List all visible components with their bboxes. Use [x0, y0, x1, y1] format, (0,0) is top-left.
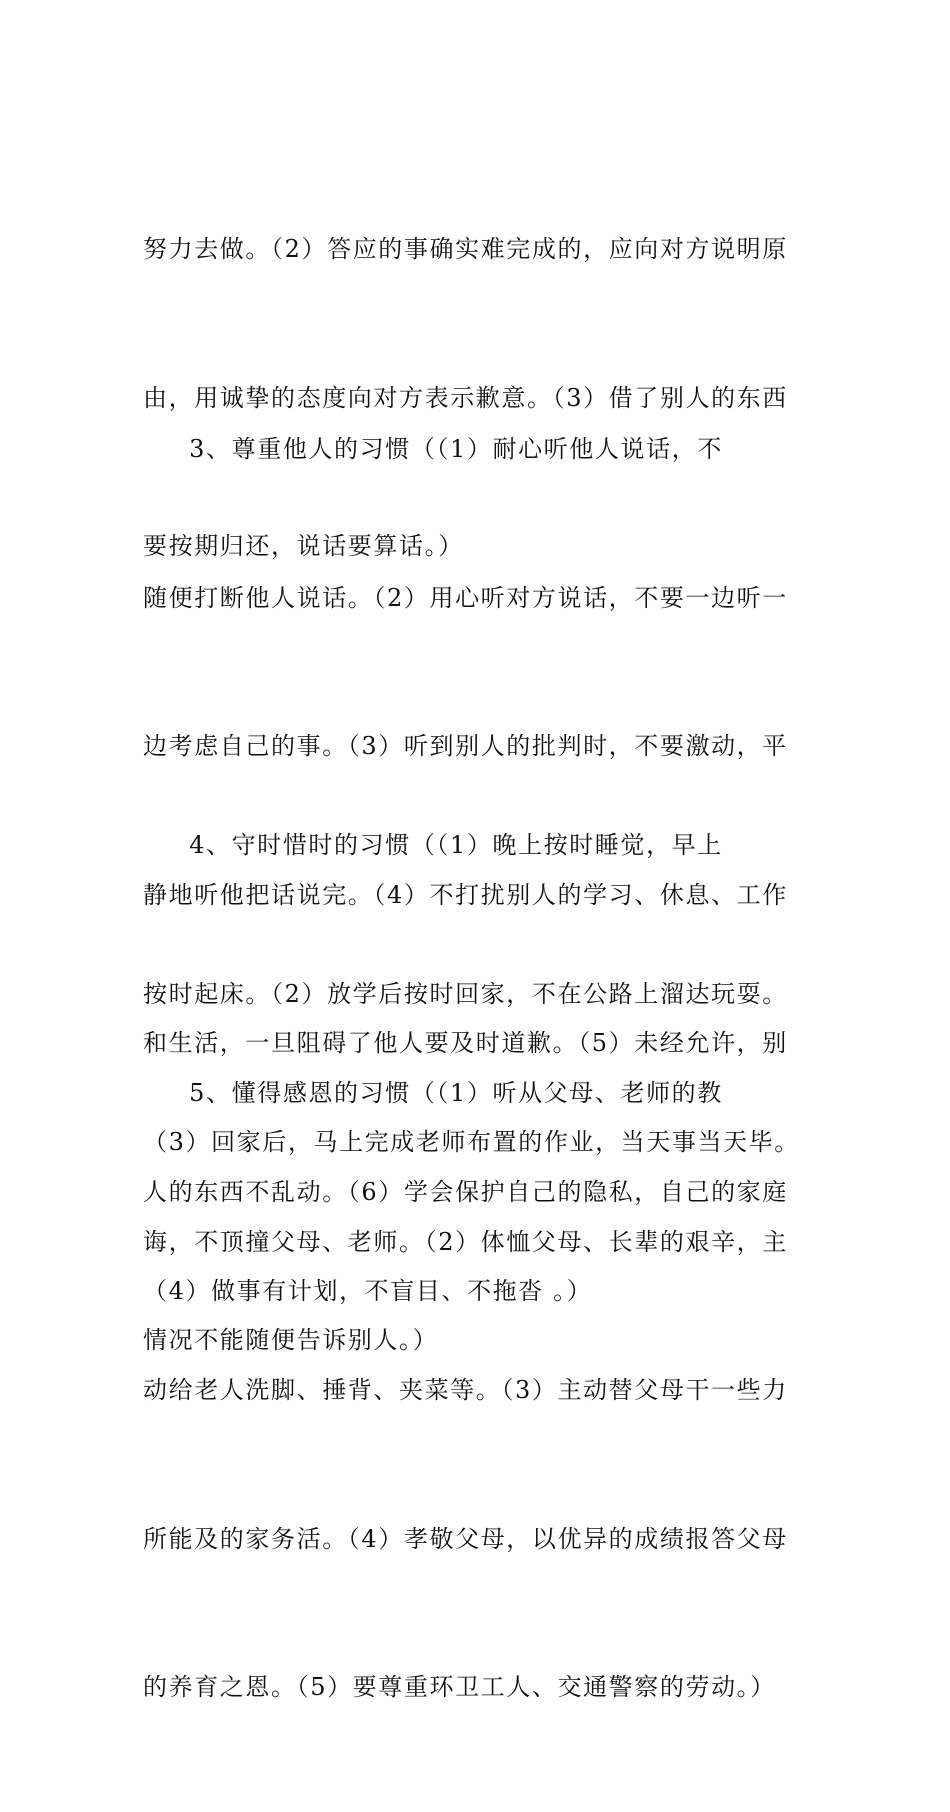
text-line: （3）回家后，马上完成老师布置的作业，当天事当天毕。 — [143, 1128, 800, 1156]
text-line: 动给老人洗脚、捶背、夹菜等。（3）主动替父母干一些力 — [143, 1376, 788, 1404]
text-line: 边考虑自己的事。（3）听到别人的批判时，不要激动，平 — [143, 732, 788, 760]
text-line: 所能及的家务活。（4）孝敬父母，以优异的成绩报答父母 — [143, 1524, 788, 1553]
text-line: 随便打断他人说话。（2）用心听对方说话，不要一边听一 — [143, 583, 788, 612]
text-line: 5、懂得感恩的习惯（（1）听从父母、老师的教 — [143, 1079, 723, 1107]
text-line: 要按期归还，说话要算话。） — [143, 532, 464, 560]
text-line: 诲，不顶撞父母、老师。（2）体恤父母、长辈的艰辛，主 — [143, 1227, 788, 1256]
text-line: 人的东西不乱动。（6）学会保护自己的隐私，自己的家庭 — [143, 1177, 788, 1206]
text-line: 4、守时惜时的习惯（（1）晚上按时睡觉，早上 — [143, 831, 723, 859]
text-line: 由，用诚挚的态度向对方表示歉意。（3）借了别人的东西 — [143, 383, 788, 412]
text-line: 静地听他把话说完。（4）不打扰别人的学习、休息、工作 — [143, 880, 788, 909]
text-line: 按时起床。（2）放学后按时回家，不在公路上溜达玩耍。 — [143, 979, 788, 1008]
text-line: 情况不能随便告诉别人。） — [143, 1326, 439, 1354]
text-line: 努力去做。（2）答应的事确实难完成的，应向对方说明原 — [143, 235, 788, 263]
paragraph-gratitude — [143, 970, 811, 1812]
text-line: 和生活，一旦阻碍了他人要及时道歉。（5）未经允许，别 — [143, 1029, 788, 1057]
text-line: （4）做事有计划，不盲目、不拖沓 。） — [143, 1276, 593, 1305]
text-line: 的养育之恩。（5）要尊重环卫工人、交通警察的劳动。） — [143, 1673, 776, 1701]
text-line: 3、尊重他人的习惯（（1）耐心听他人说话，不 — [143, 435, 723, 463]
